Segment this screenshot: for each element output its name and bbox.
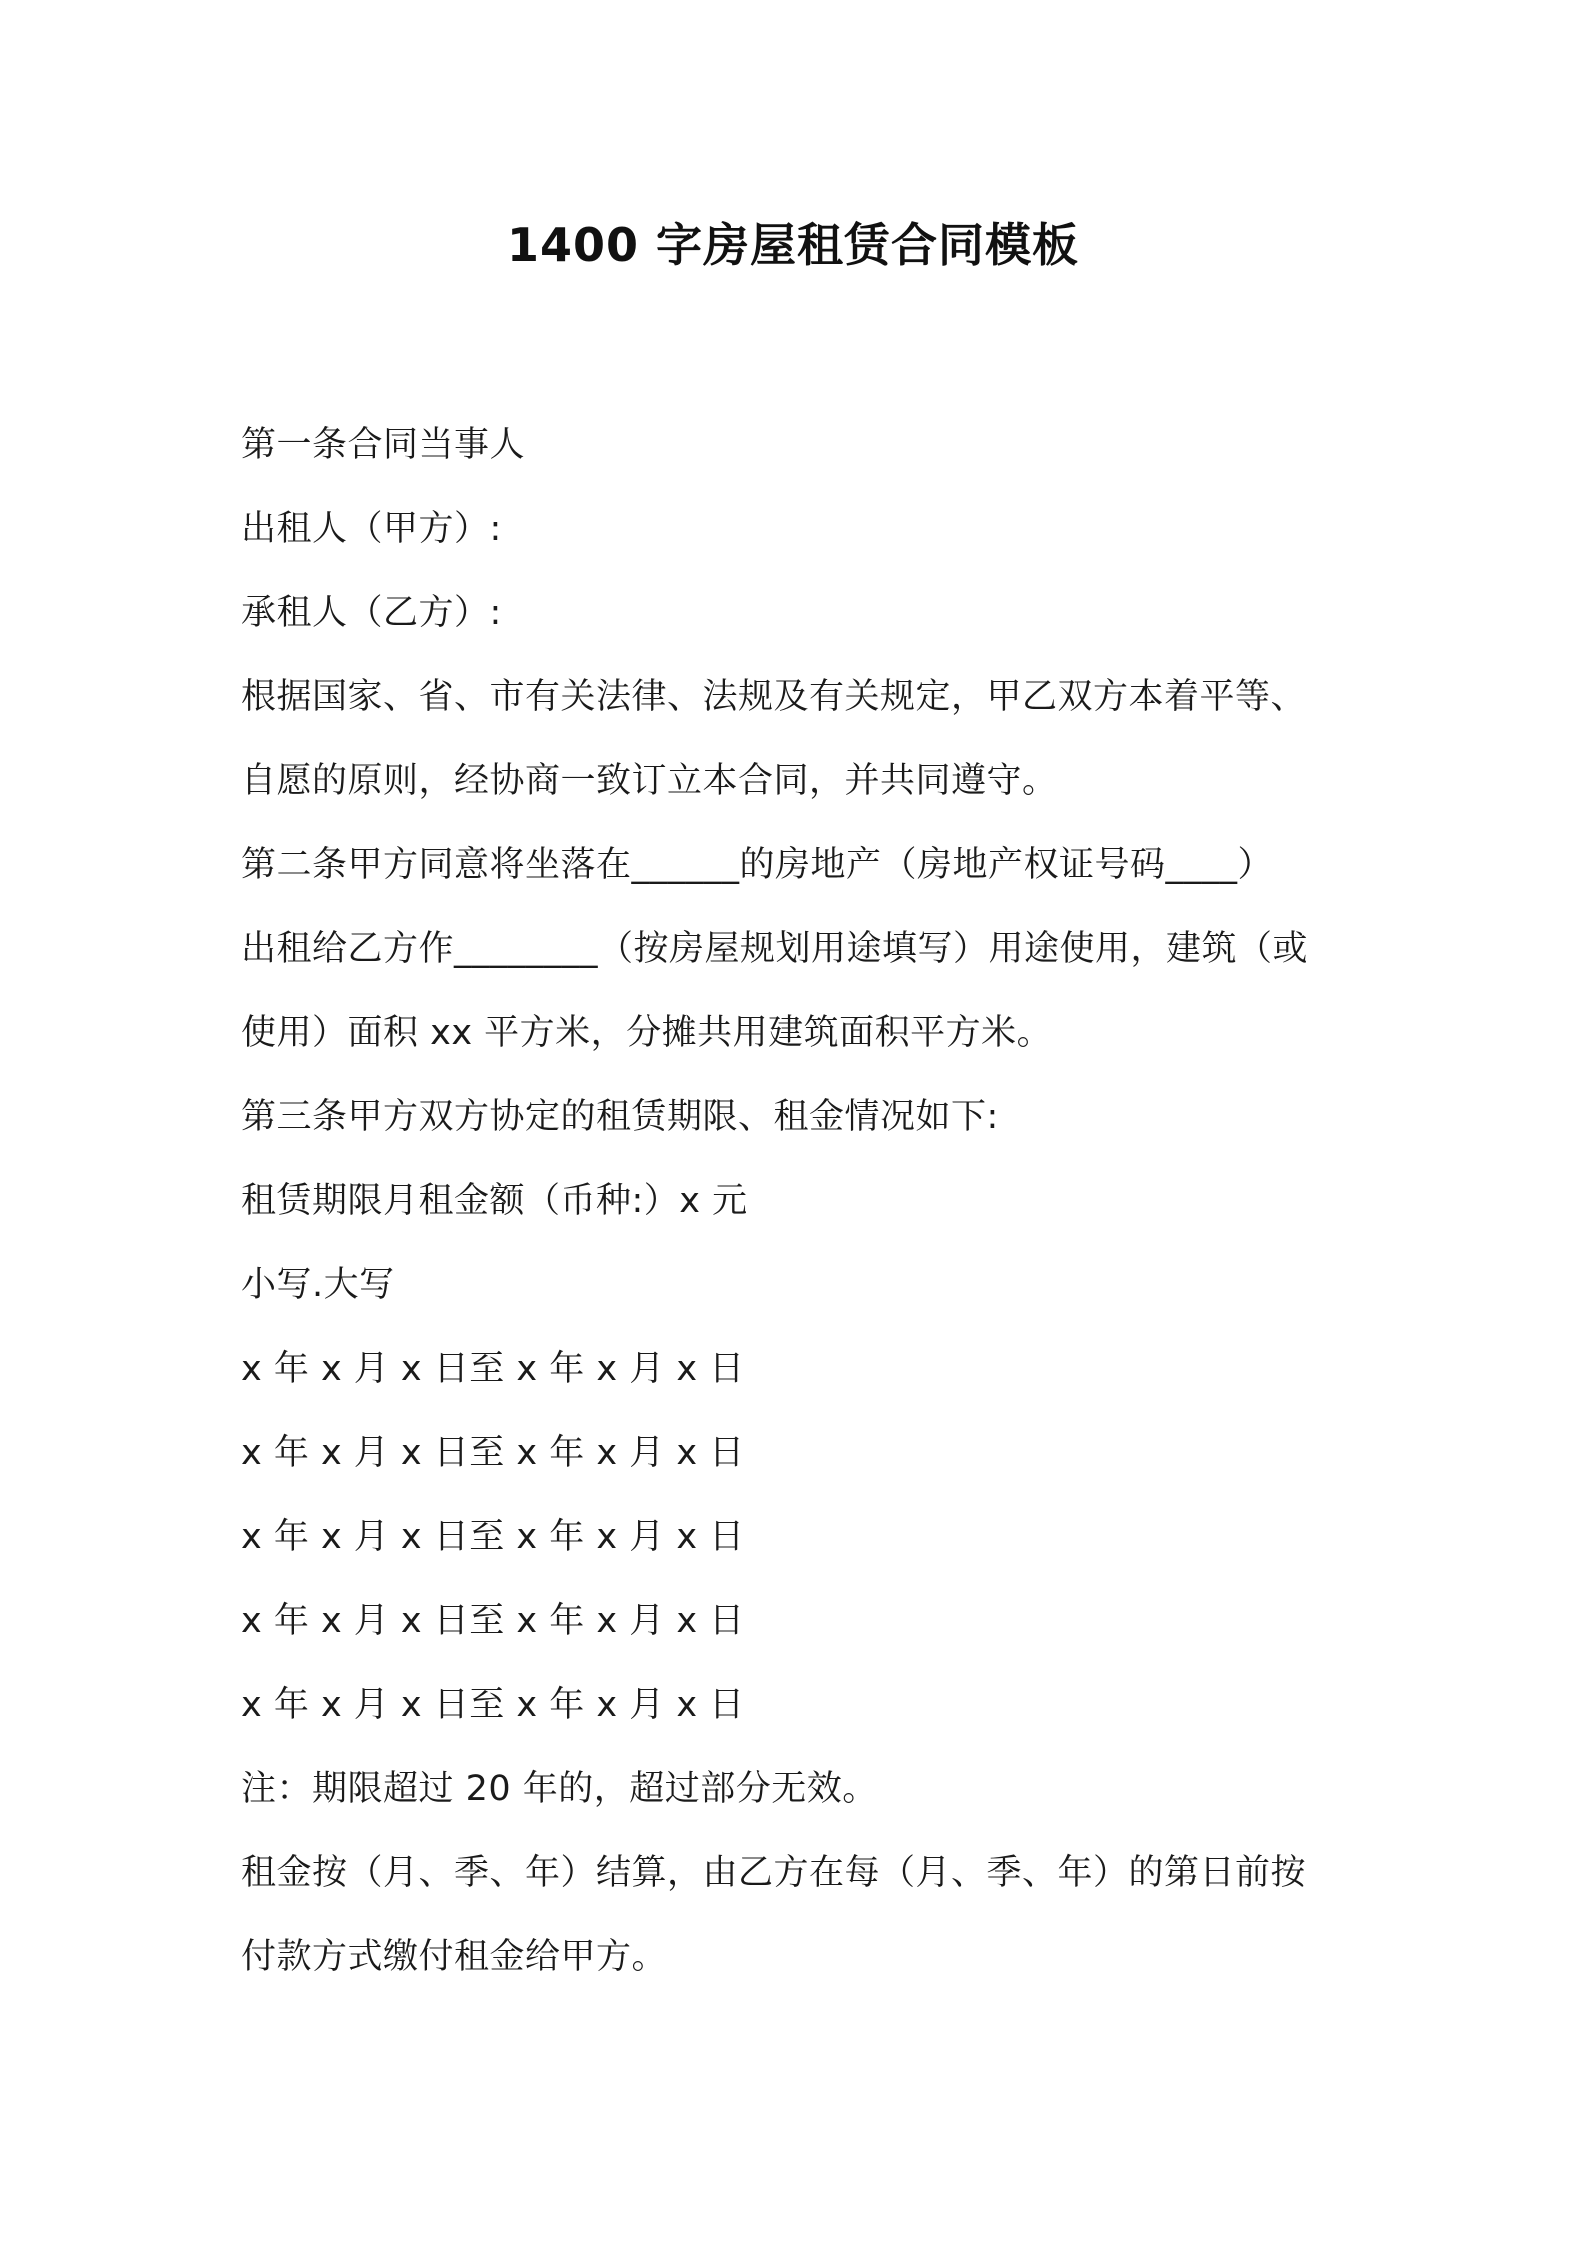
paragraph-line: 出租给乙方作________（按房屋规划用途填写）用途使用，建筑（或 [241, 929, 1309, 969]
document-body [241, 403, 1371, 1999]
paragraph-line: 自愿的原则，经协商一致订立本合同，并共同遵守。 [241, 761, 1058, 801]
lease-period-line: x 年 x 月 x 日至 x 年 x 月 x 日 [241, 1517, 745, 1557]
clause-2-line: 第二条甲方同意将坐落在______的房地产（房地产权证号码____） [241, 845, 1274, 885]
lease-period-line: x 年 x 月 x 日至 x 年 x 月 x 日 [241, 1433, 745, 1473]
lease-period-line: x 年 x 月 x 日至 x 年 x 月 x 日 [241, 1349, 745, 1389]
lessor-field: 出租人（甲方）: [241, 509, 502, 549]
payment-terms-line: 租金按（月、季、年）结算，由乙方在每（月、季、年）的第日前按 [241, 1853, 1307, 1893]
rent-amount-line: 租赁期限月租金额（币种:）x 元 [241, 1181, 748, 1221]
document-title: 1400 字房屋租赁合同模板 [506, 218, 1080, 272]
paragraph-line: 根据国家、省、市有关法律、法规及有关规定，甲乙双方本着平等、 [241, 677, 1307, 717]
clause-1-heading: 第一条合同当事人 [241, 425, 526, 465]
clause-3-heading: 第三条甲方双方协定的租赁期限、租金情况如下: [241, 1097, 999, 1137]
note-line: 注：期限超过 20 年的，超过部分无效。 [241, 1769, 878, 1809]
lessee-field: 承租人（乙方）: [241, 593, 502, 633]
lease-period-line: x 年 x 月 x 日至 x 年 x 月 x 日 [241, 1685, 745, 1725]
amount-format-line: 小写.大写 [241, 1265, 395, 1305]
payment-terms-line: 付款方式缴付租金给甲方。 [241, 1937, 668, 1977]
paragraph-line: 使用）面积 xx 平方米，分摊共用建筑面积平方米。 [241, 1013, 1053, 1053]
lease-period-line: x 年 x 月 x 日至 x 年 x 月 x 日 [241, 1601, 745, 1641]
